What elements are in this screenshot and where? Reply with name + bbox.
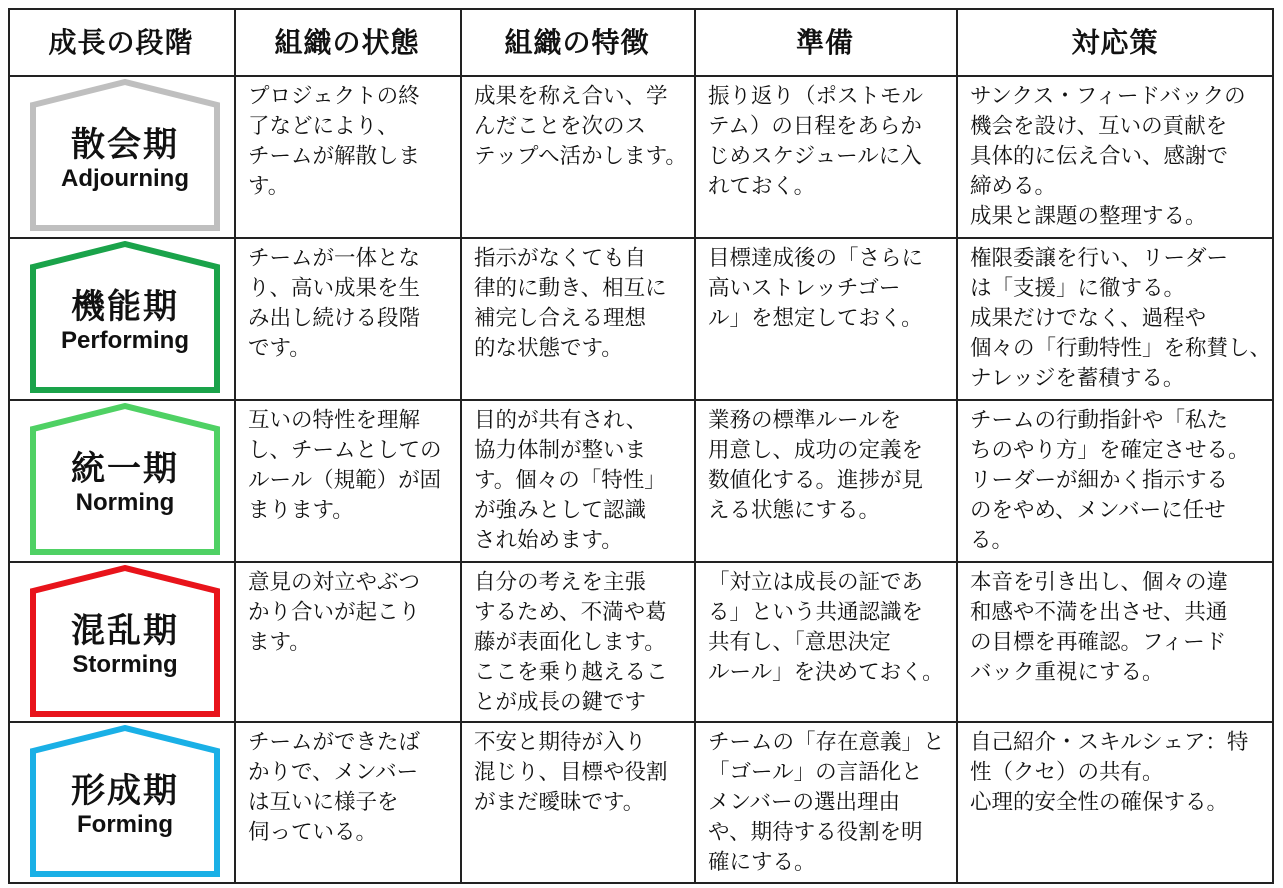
stage-name-english: Forming <box>77 811 173 838</box>
stage-name-japanese: 形成期 <box>71 771 179 811</box>
column-divider <box>8 8 10 884</box>
column-header: 準備 <box>795 26 854 59</box>
stage-table <box>8 8 1274 884</box>
preparation-cell: 振り返り（ポストモル テム）の日程をあらか じめスケジュールに入 れておく。 <box>708 84 924 199</box>
state-cell: チームができたば かりで、メンバー は互いに様子を 伺っている。 <box>248 730 421 845</box>
stage-badge <box>30 241 220 393</box>
feature-cell: 不安と期待が入り 混じり、目標や役割 がまだ曖昧です。 <box>474 730 668 815</box>
stage-name-japanese: 機能期 <box>71 287 179 327</box>
state-cell: チームが一体とな り、高い成果を生 み出し続ける段階 です。 <box>248 246 421 361</box>
state-cell: 互いの特性を理解 し、チームとしての ルール（規範）が固 まります。 <box>248 408 442 523</box>
stage-name-japanese: 散会期 <box>71 125 179 165</box>
state-cell: 意見の対立やぶつ かり合いが起こり ます。 <box>248 570 421 655</box>
column-header: 組織の状態 <box>274 26 420 59</box>
feature-cell: 指示がなくても自 律的に動き、相互に 補完し合える理想 的な状態です。 <box>474 246 667 361</box>
preparation-cell: 「対立は成長の証であ る」という共通認識を 共有し、「意思決定 ルール」を決めておく。 <box>708 570 944 685</box>
column-header: 組織の特徴 <box>504 26 650 59</box>
feature-cell: 自分の考えを主張 するため、不満や葛 藤が表面化します。 ここを乗り越えるこ とが成長の鍵です <box>474 570 668 715</box>
stage-name-english: Norming <box>75 489 175 516</box>
stage-name-japanese: 混乱期 <box>71 611 179 651</box>
preparation-cell: 業務の標準ルールを 用意し、成功の定義を 数値化する。進捗が見 える状態にする。 <box>708 408 924 523</box>
stage-name-english: Adjourning <box>61 165 189 192</box>
action-cell: 権限委譲を行い、リーダー は「支援」に徹する。 成果だけでなく、過程や 個々の「行動特性」を称賛し、 ナレッジを蓄積する。 <box>970 246 1272 391</box>
feature-cell: 成果を称え合い、学 んだことを次のス テップへ活かします。 <box>474 84 687 169</box>
stage-name-english: Performing <box>60 327 189 354</box>
action-cell: チームの行動指針や「私た ちのやり方」を確定させる。 リーダーが細かく指示する のをやめ、メンバーに任せ る。 <box>970 408 1250 553</box>
column-header: 対応策 <box>1071 26 1159 59</box>
stage-badge <box>30 79 220 231</box>
preparation-cell: 目標達成後の「さらに 高いストレッチゴー ル」を想定しておく。 <box>708 246 924 331</box>
action-cell: 本音を引き出し、個々の違 和感や不満を出させ、共通 の目標を再確認。フィード バック重視にする。 <box>970 570 1229 685</box>
action-cell: サンクス・フィードバックの 機会を設け、互いの貢献を 具体的に伝え合い、感謝で 締める。 成果と課題の整理する。 <box>970 84 1246 229</box>
stage-name-english: Storming <box>72 651 178 678</box>
stage-badge <box>30 725 220 877</box>
column-header: 成長の段階 <box>48 26 194 59</box>
action-cell: 自己紹介・スキルシェア：特 性（クセ）の共有。 心理的安全性の確保する。 <box>970 730 1249 815</box>
feature-cell: 目的が共有され、 協力体制が整いま す。個々の「特性」 が強みとして認識 され始めます。 <box>474 408 666 553</box>
preparation-cell: チームの「存在意義」と 「ゴール」の言語化と メンバーの選出理由 や、期待する役割を明 確にする。 <box>708 730 945 875</box>
stage-name-japanese: 統一期 <box>71 449 179 489</box>
state-cell: プロジェクトの終 了などにより、 チームが解散しま す。 <box>248 84 421 199</box>
stage-badge <box>30 403 220 555</box>
stage-badge <box>30 565 220 717</box>
